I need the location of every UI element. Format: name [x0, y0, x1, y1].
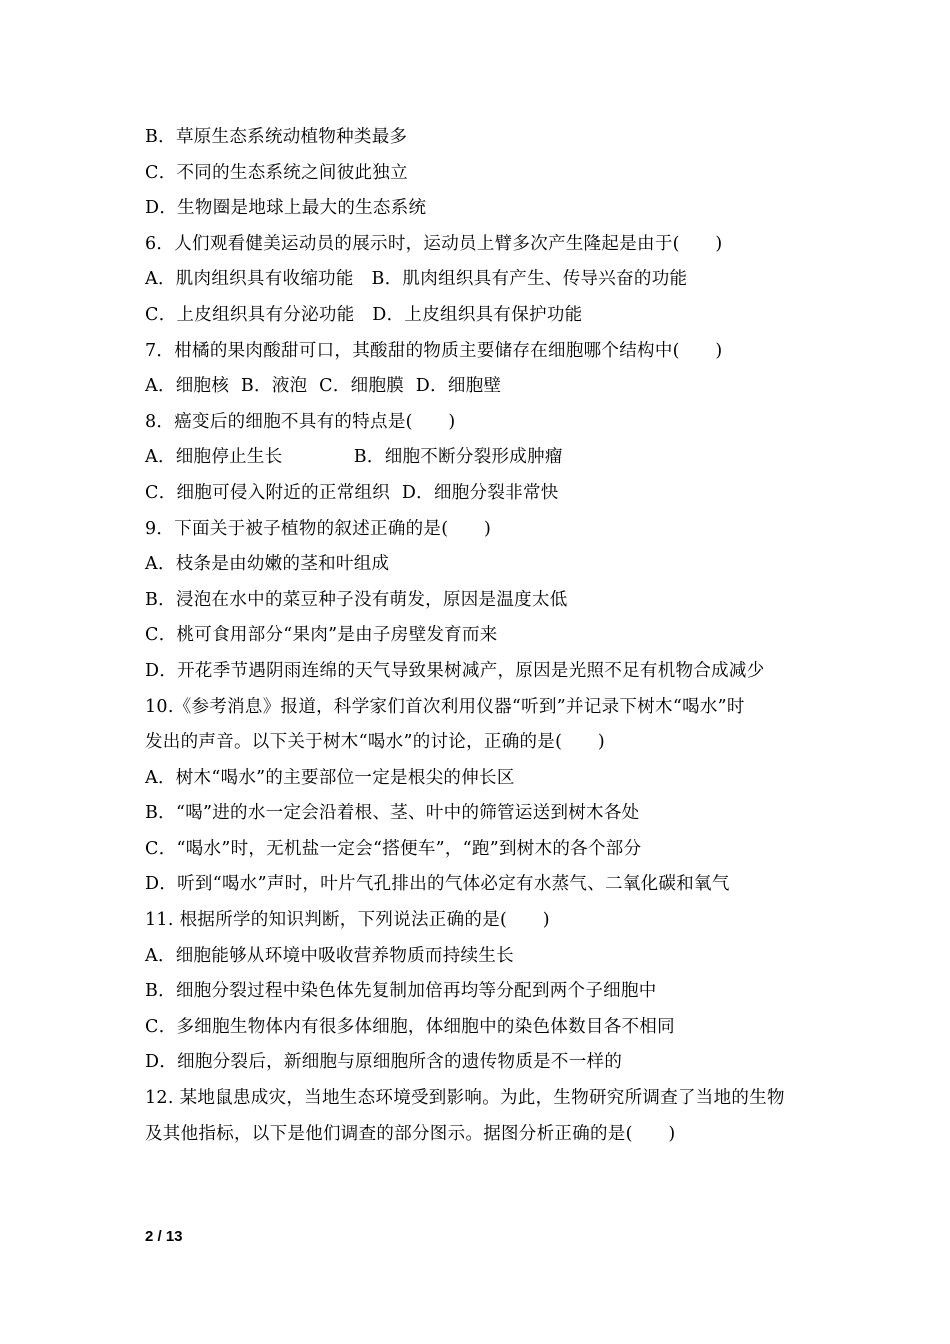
option-line: A．细胞核 B．液泡 C．细胞膜 D．细胞壁: [145, 376, 502, 397]
option-line: B．细胞分裂过程中染色体先复制加倍再均等分配到两个子细胞中: [145, 981, 657, 1002]
option-line: D．开花季节遇阴雨连绵的天气导致果树减产，原因是光照不足有机物合成减少: [145, 660, 765, 681]
page-number: 2 / 13: [145, 1228, 183, 1245]
option-line: C．细胞可侵入附近的正常组织 D．细胞分裂非常快: [145, 482, 559, 503]
question-7-stem: 7．柑橘的果肉酸甜可口，其酸甜的物质主要储存在细胞哪个结构中( ): [145, 340, 723, 361]
option-line: C．上皮组织具有分泌功能 D．上皮组织具有保护功能: [145, 304, 583, 325]
option-line: C．桃可食用部分“果肉”是由子房壁发育而来: [145, 625, 498, 646]
option-line: A．枝条是由幼嫩的茎和叶组成: [145, 554, 390, 575]
option-line: C．“喝水”时，无机盐一定会“搭便车”，“跑”到树木的各个部分: [145, 838, 642, 859]
option-line: D．听到“喝水”声时，叶片气孔排出的气体必定有水蒸气、二氧化碳和氧气: [145, 874, 730, 895]
question-9-stem: 9．下面关于被子植物的叙述正确的是( ): [145, 518, 492, 539]
option-line: B．草原生态系统动植物种类最多: [145, 127, 408, 147]
option-line: C．多细胞生物体内有很多体细胞，体细胞中的染色体数目各不相同: [145, 1016, 675, 1037]
option-line: C．不同的生态系统之间彼此独立: [145, 162, 408, 183]
option-line: A．细胞能够从环境中吸收营养物质而持续生长: [145, 945, 514, 966]
option-line: D．细胞分裂后，新细胞与原细胞所含的遗传物质是不一样的: [145, 1052, 623, 1073]
option-line: D．生物圈是地球上最大的生态系统: [145, 198, 427, 219]
question-10-stem-continued: 发出的声音。以下关于树木“喝水”的讨论，正确的是( ): [145, 732, 605, 753]
option-line: B．浸泡在水中的菜豆种子没有萌发，原因是温度太低: [145, 589, 568, 610]
question-text-block: [145, 120, 815, 1152]
option-line: A．肌肉组织具有收缩功能 B．肌肉组织具有产生、传导兴奋的功能: [145, 269, 688, 290]
question-8-stem: 8．癌变后的细胞不具有的特点是( ): [145, 411, 456, 432]
question-6-stem: 6．人们观看健美运动员的展示时，运动员上臂多次产生隆起是由于( ): [145, 233, 723, 254]
question-10-stem: 10.《参考消息》报道，科学家们首次利用仪器“听到”并记录下树木“喝水”时: [145, 696, 745, 717]
question-11-stem: 11. 根据所学的知识判断，下列说法正确的是( ): [145, 910, 550, 931]
question-12-stem: 12. 某地鼠患成灾，当地生态环境受到影响。为此，生物研究所调查了当地的生物: [145, 1088, 785, 1109]
option-line: A．细胞停止生长 B．细胞不断分裂形成肿瘤: [145, 447, 563, 468]
option-line: A．树木“喝水”的主要部位一定是根尖的伸长区: [145, 767, 515, 788]
option-line: B．“喝”进的水一定会沿着根、茎、叶中的筛管运送到树木各处: [145, 803, 640, 824]
question-12-stem-continued: 及其他指标，以下是他们调查的部分图示。据图分析正确的是( ): [145, 1123, 676, 1144]
